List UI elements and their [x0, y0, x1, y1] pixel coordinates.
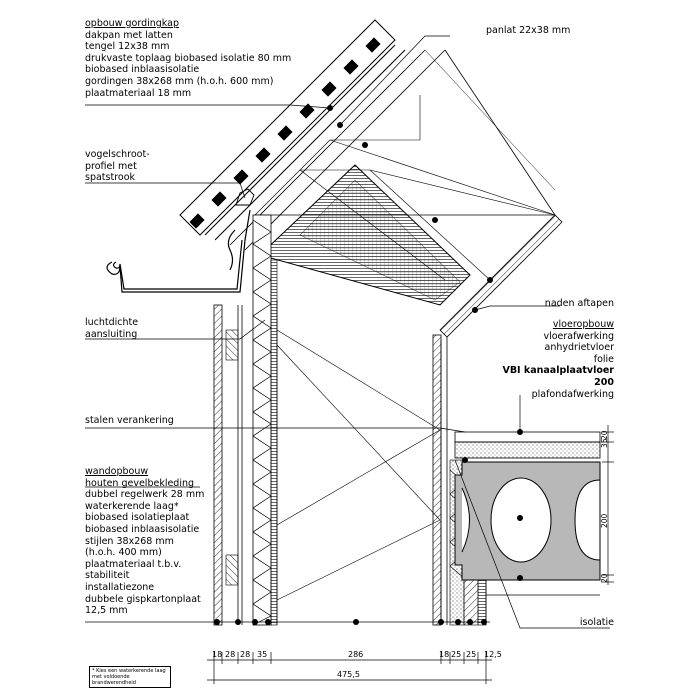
steel-anchor-label: [85, 415, 174, 427]
footnote-line: met voldoende brandwerendheid: [92, 674, 136, 686]
bird-profile-line: vogelschroot-: [85, 149, 150, 160]
airtight-line: luchtdichte: [85, 317, 139, 328]
dim-18b: 18: [439, 650, 450, 659]
floor-layer: folie: [593, 353, 614, 365]
dim-286: 286: [348, 650, 364, 659]
dim-28a: 28: [225, 650, 236, 659]
dim-25a: 25: [451, 650, 462, 659]
dim-12-5: 12,5: [484, 650, 502, 659]
roof-layer: drukvaste toplaag biobased isolatie 80 mm: [85, 52, 292, 64]
wall-layer: biobased inblaasisolatie: [85, 523, 200, 535]
floor-buildup-title: vloeropbouw: [552, 319, 614, 330]
roof-layer: dakpan met latten: [85, 29, 173, 41]
roof-layer: biobased inblaasisolatie: [85, 64, 200, 76]
vdim-35: 35: [600, 438, 609, 448]
dim-total: 475,5: [337, 670, 360, 679]
dim-18: 18: [212, 650, 223, 659]
dim-25b: 25: [466, 650, 477, 659]
vdim-20a: 20: [600, 430, 609, 440]
bird-profile-label: [85, 149, 150, 184]
roof-layer: plaatmateriaal 18 mm: [85, 87, 192, 99]
wall-buildup-label: [85, 466, 204, 617]
airtight-line: aansluiting: [85, 328, 138, 340]
bird-profile-line: profiel met: [85, 160, 137, 172]
seams-label: [545, 298, 614, 310]
footnote-box: [89, 666, 171, 688]
panlat-text: panlat 22x38 mm: [486, 25, 571, 36]
dim-28b: 28: [240, 650, 251, 659]
wall-layer: dubbel regelwerk 28 mm: [85, 489, 205, 501]
floor-product-size: 200: [594, 376, 614, 388]
panlat-label: [486, 25, 570, 37]
wall-buildup-title: wandopbouw: [85, 466, 149, 477]
footnote-line: * Kies een waterkerende laag: [92, 668, 166, 674]
dim-35: 35: [257, 650, 268, 659]
floor-ceiling: plafondafwerking: [531, 388, 614, 400]
steel-anchor-text: stalen verankering: [85, 415, 174, 426]
wall-layer: 12,5 mm: [85, 605, 128, 617]
floor-construction: [455, 432, 600, 580]
vdim-20b: 20: [600, 573, 609, 583]
wall-layer: dubbele gispkartonplaat: [85, 593, 201, 605]
airtight-label: [85, 317, 138, 340]
seams-text: naden aftapen: [544, 298, 614, 309]
wall-layer: waterkerende laag*: [85, 500, 179, 512]
wall-layer: biobased isolatieplaat: [85, 512, 190, 524]
bird-profile-line: spatstrook: [85, 172, 136, 184]
wall-layer: houten gevelbekleding: [85, 477, 195, 489]
floor-layer: vloerafwerking: [543, 330, 614, 342]
insulation-label: [580, 617, 614, 629]
roof-buildup-label: [85, 18, 291, 99]
roof-layer: tengel 12x38 mm: [85, 41, 170, 53]
roof-layer: gordingen 38x268 mm (h.o.h. 600 mm): [85, 75, 274, 87]
gutter: [107, 189, 254, 292]
wall-layer: stijlen 38x268 mm: [85, 535, 174, 547]
insulation-text: isolatie: [579, 617, 614, 628]
vdim-200: 200: [600, 513, 609, 528]
wall-layer: plaatmateriaal t.b.v.: [85, 558, 182, 570]
floor-product: VBI kanaalplaatvloer: [502, 365, 614, 377]
wall-layer: installatiezone: [85, 581, 155, 593]
floor-layer: anhydrietvloer: [544, 342, 614, 354]
wall-layer: stabiliteit: [85, 570, 130, 582]
roof-buildup-title: opbouw gordingkap: [85, 18, 179, 29]
floor-buildup-label: [502, 319, 614, 400]
wall-layer: (h.o.h. 400 mm): [85, 547, 162, 559]
